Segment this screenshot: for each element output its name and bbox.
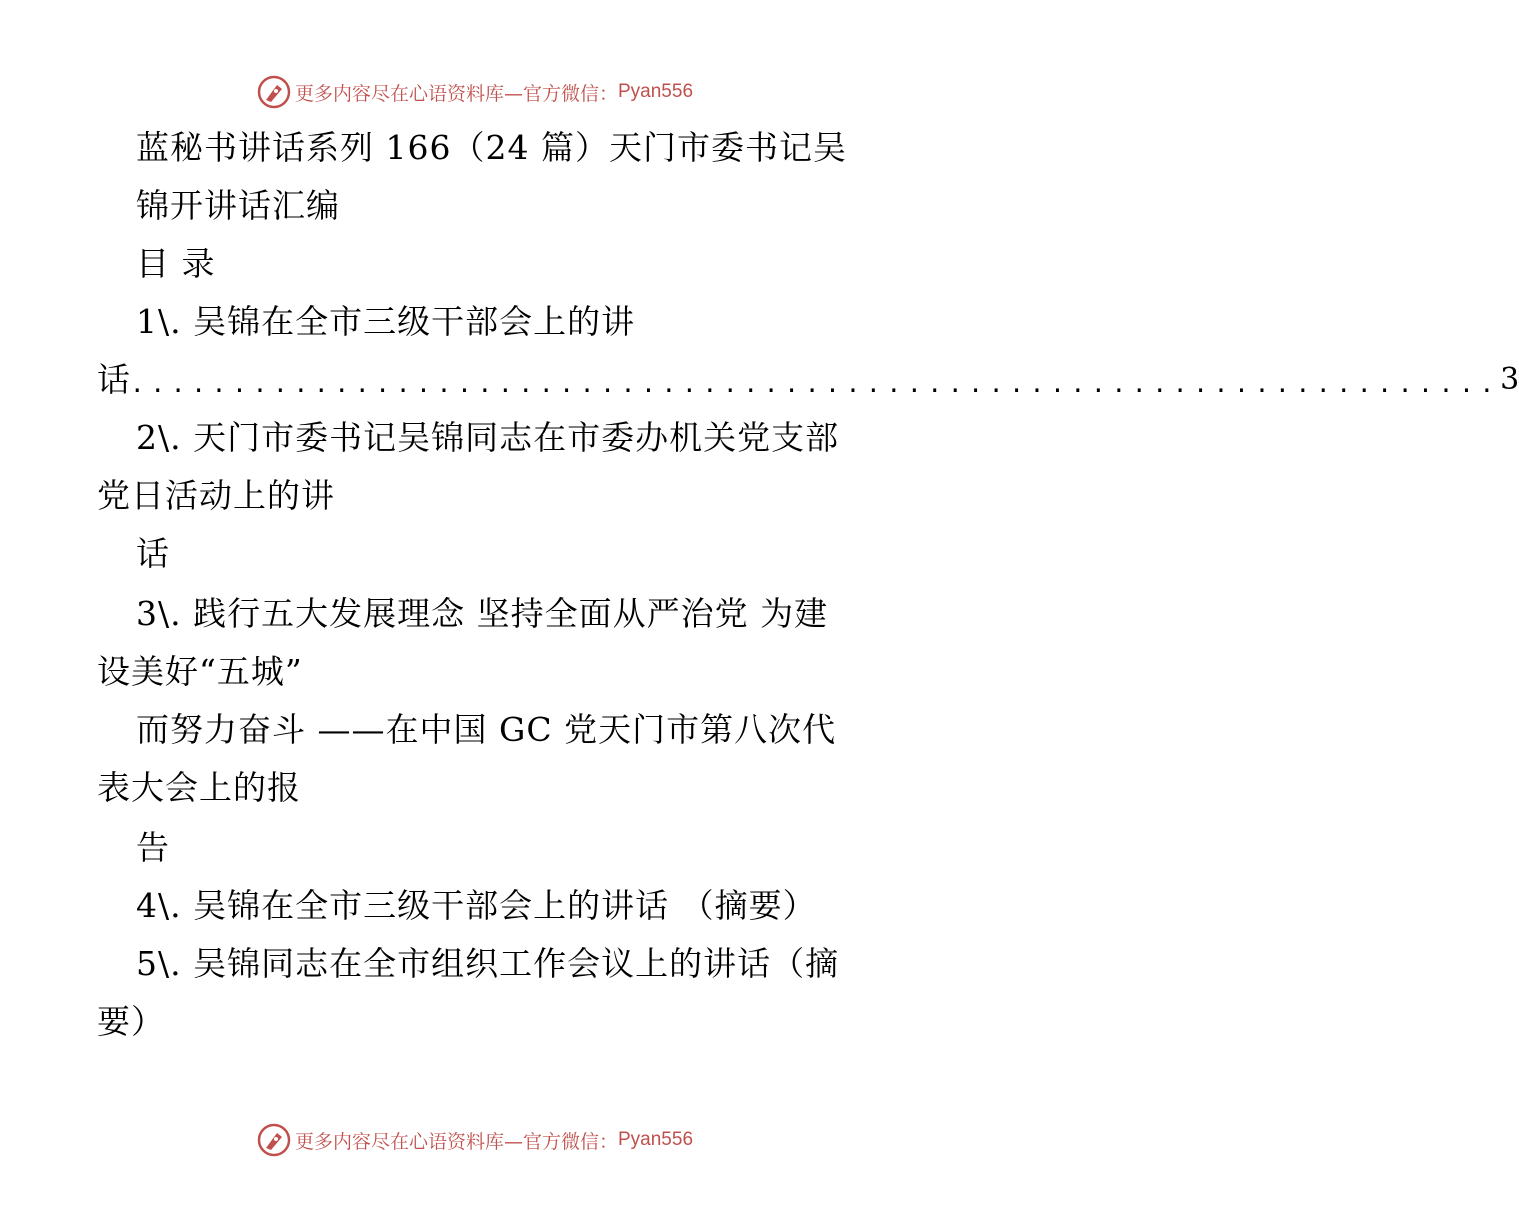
- document-title-line-1: 蓝秘书讲话系列 166（24 篇）天门市委书记吴: [136, 128, 847, 167]
- toc-item-1-line-1: 1\. 吴锦在全市三级干部会上的讲: [136, 302, 636, 341]
- toc-item-3-line-4: 表大会上的报: [97, 768, 301, 807]
- banner-wechat-id: Pyan556: [618, 81, 694, 102]
- footer-banner: [0, 1120, 950, 1160]
- document-title-line-2: 锦开讲话汇编: [136, 186, 340, 225]
- toc-item-2-line-1: 2\. 天门市委书记吴锦同志在市委办机关党支部: [136, 418, 840, 457]
- toc-item-3-line-2: 设美好“五城”: [97, 652, 303, 691]
- toc-dot-leader: ...................................................................: [130, 370, 1501, 398]
- toc-item-2-line-2: 党日活动上的讲: [97, 476, 335, 515]
- banner-wechat-id: Pyan556: [618, 1129, 694, 1150]
- toc-item-1-page: 3: [1500, 362, 1519, 397]
- banner-text: 更多内容尽在心语资料库—官方微信：: [294, 1130, 618, 1153]
- toc-item-4-line-1: 4\. 吴锦在全市三级干部会上的讲话 （摘要）: [136, 886, 817, 925]
- banner-text: 更多内容尽在心语资料库—官方微信：: [294, 82, 618, 105]
- toc-item-3-line-5: 告: [136, 828, 170, 867]
- toc-item-5-line-1: 5\. 吴锦同志在全市组织工作会议上的讲话（摘: [136, 944, 840, 983]
- toc-item-3-line-1: 3\. 践行五大发展理念 坚持全面从严治党 为建: [136, 594, 829, 633]
- toc-item-2-line-3: 话: [136, 534, 170, 573]
- toc-item-5-line-2: 要）: [97, 1002, 165, 1041]
- toc-item-3-line-3: 而努力奋斗 ——在中国 GC 党天门市第八次代: [136, 710, 837, 749]
- pen-nib-logo-icon: [257, 1123, 291, 1157]
- pen-nib-logo-icon: [257, 75, 291, 109]
- toc-heading: 目 录: [136, 244, 216, 283]
- header-banner: [0, 72, 950, 112]
- toc-item-1-leader: [97, 360, 1519, 404]
- toc-item-1-line-2: 话: [97, 360, 130, 399]
